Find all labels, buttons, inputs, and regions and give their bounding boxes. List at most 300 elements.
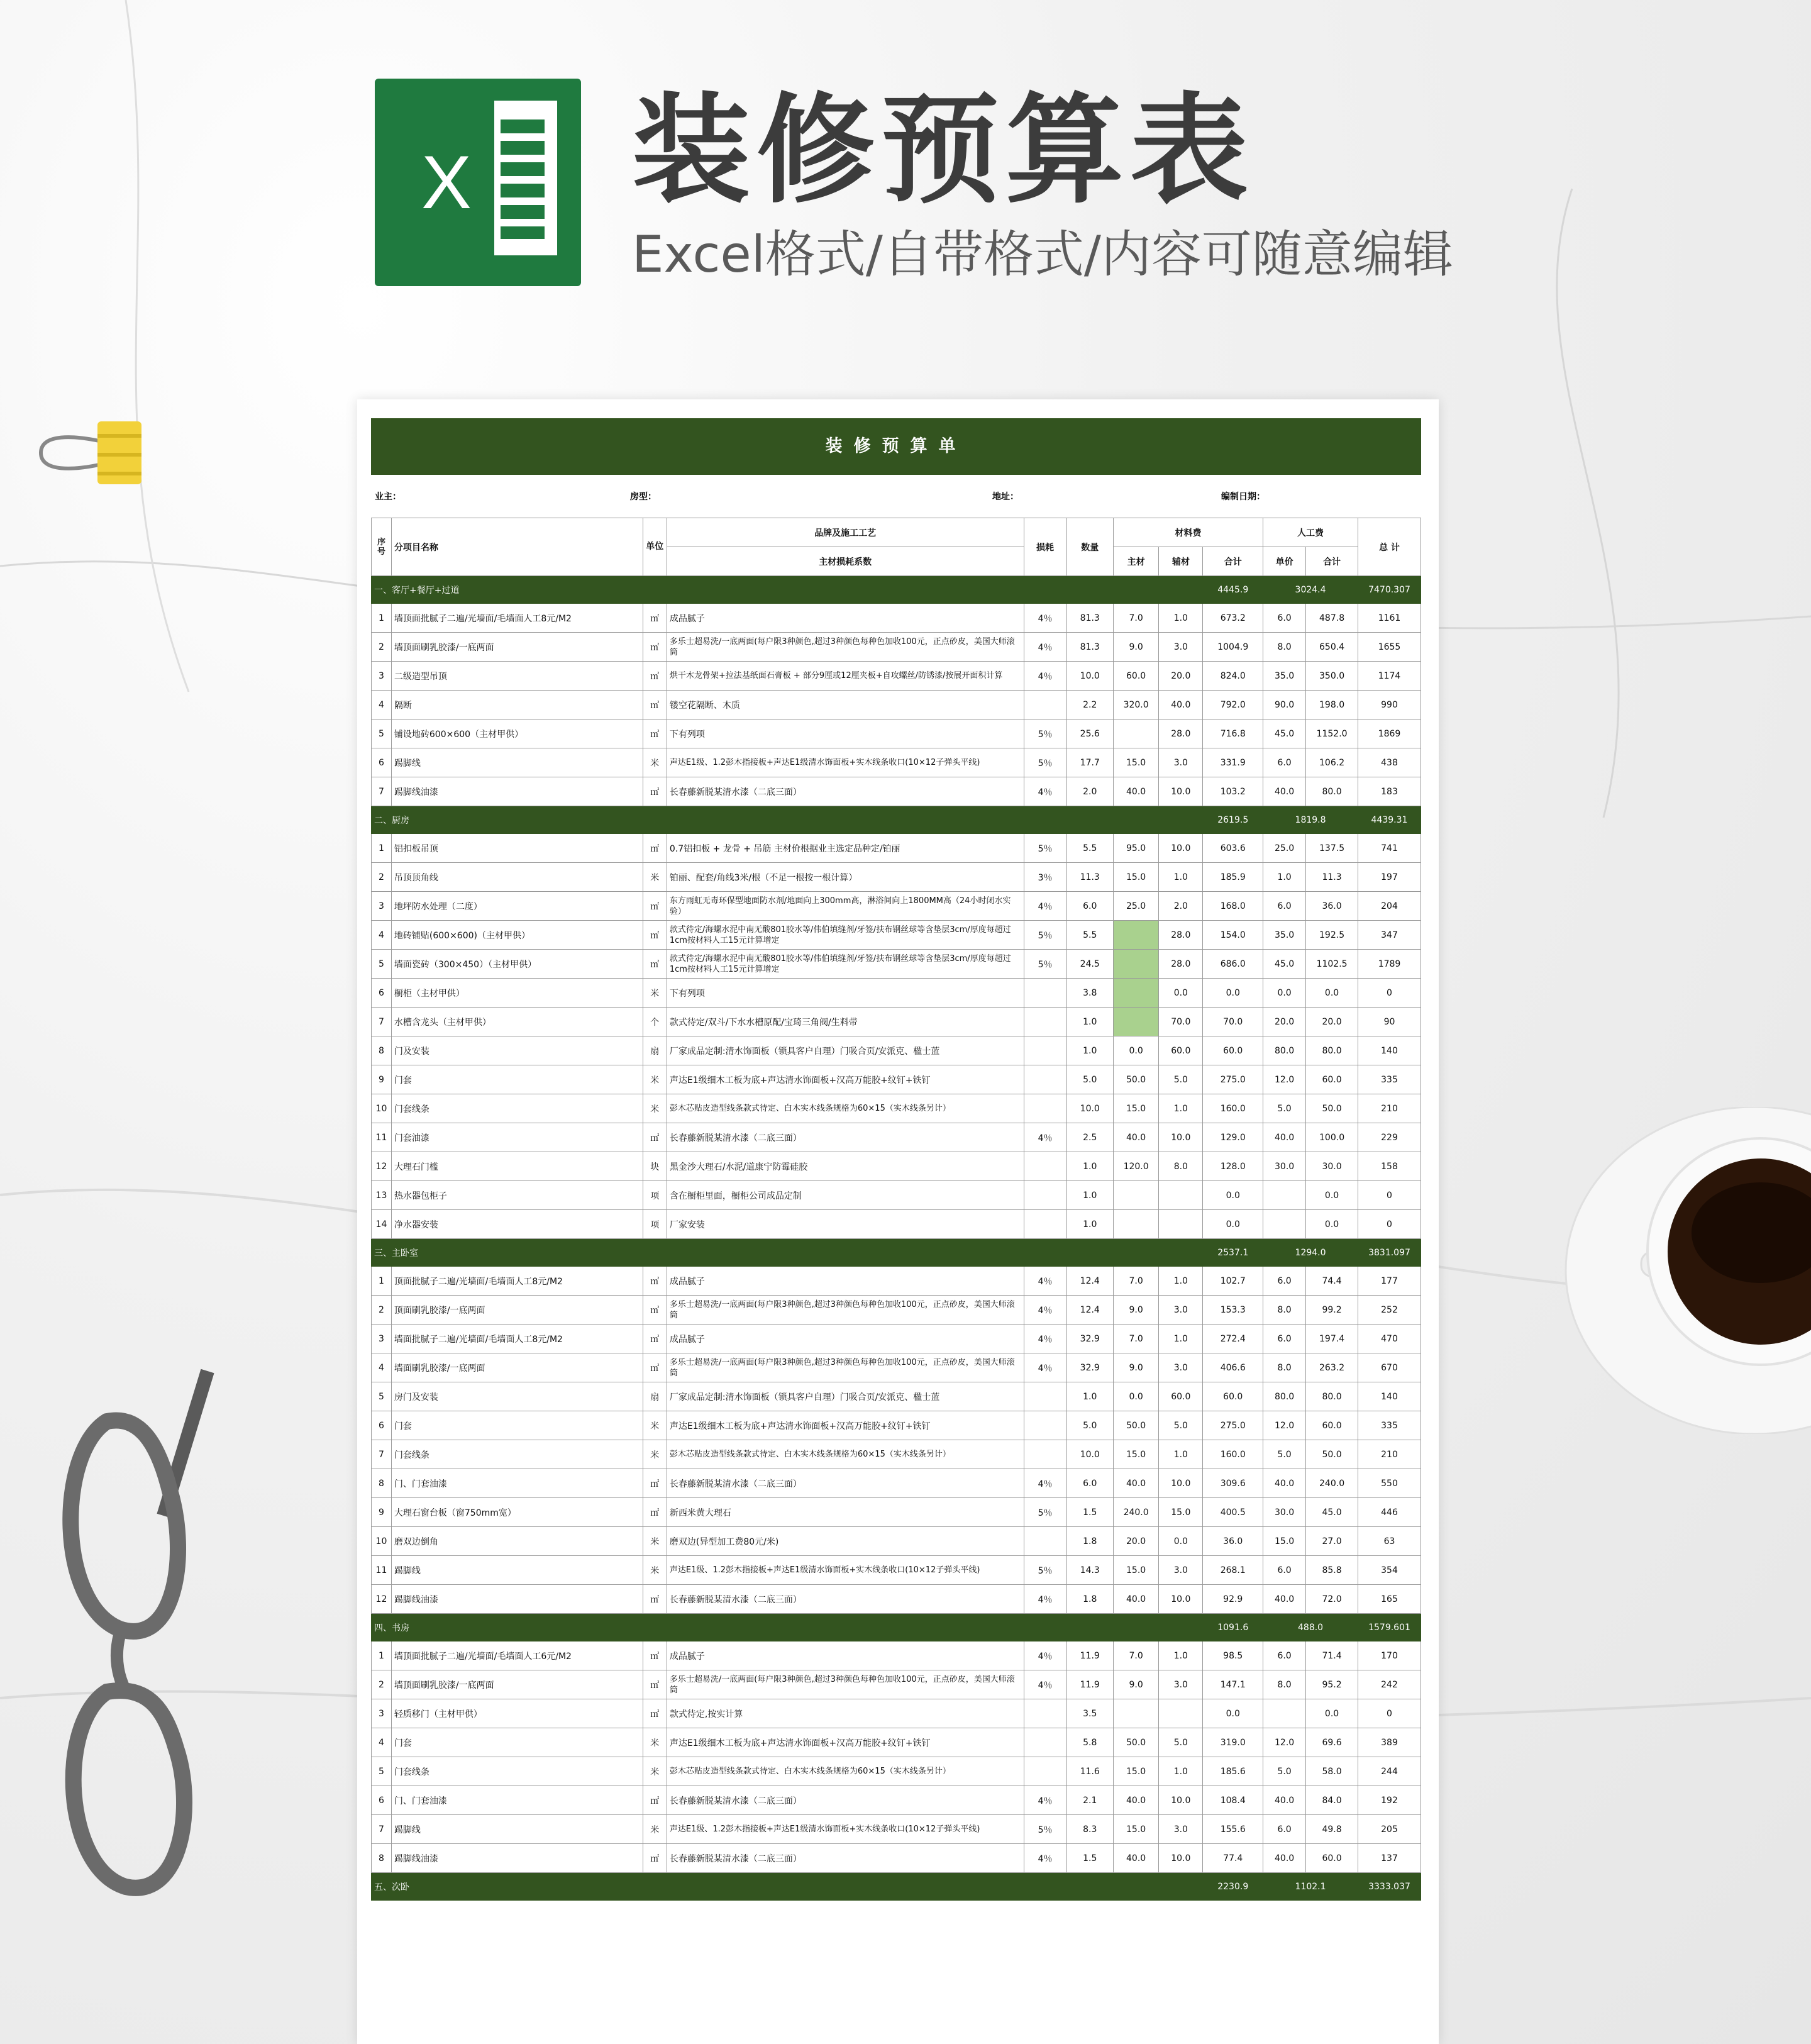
cell-labor-total[interactable]: 60.0 bbox=[1306, 1065, 1358, 1094]
cell-price[interactable]: 8.0 bbox=[1263, 1296, 1306, 1325]
cell-loss[interactable] bbox=[1024, 1152, 1066, 1181]
cell-unit[interactable]: ㎡ bbox=[643, 1641, 667, 1670]
cell-qty[interactable]: 6.0 bbox=[1066, 1469, 1113, 1498]
cell-main[interactable]: 0.0 bbox=[1113, 1382, 1158, 1411]
cell-qty[interactable]: 11.6 bbox=[1066, 1757, 1113, 1786]
cell-brand[interactable]: 多乐士超易洗/一底两面(每户限3种颜色,超过3种颜色每种色加收100元，正点砂皮，美国大师滚筒 bbox=[667, 1353, 1024, 1382]
cell-price[interactable] bbox=[1263, 1181, 1306, 1210]
cell-subtotal[interactable]: 0.0 bbox=[1203, 1181, 1263, 1210]
cell-aux[interactable]: 5.0 bbox=[1159, 1728, 1203, 1757]
cell-main[interactable] bbox=[1113, 950, 1158, 979]
cell-unit[interactable]: ㎡ bbox=[643, 633, 667, 662]
cell-brand[interactable]: 款式待定/双斗/下水水槽原配/宝琦三角阀/生料带 bbox=[667, 1008, 1024, 1036]
cell-total[interactable]: 252 bbox=[1358, 1296, 1421, 1325]
cell-total[interactable]: 90 bbox=[1358, 1008, 1421, 1036]
cell-price[interactable]: 5.0 bbox=[1263, 1440, 1306, 1469]
cell-aux[interactable]: 1.0 bbox=[1159, 1325, 1203, 1353]
cell-total[interactable]: 446 bbox=[1358, 1498, 1421, 1527]
cell-total[interactable]: 354 bbox=[1358, 1556, 1421, 1585]
cell-labor-total[interactable]: 197.4 bbox=[1306, 1325, 1358, 1353]
cell-aux[interactable]: 28.0 bbox=[1159, 719, 1203, 748]
cell-name[interactable]: 大理石窗台板（窗750mm宽） bbox=[391, 1498, 643, 1527]
cell-loss[interactable]: 4％ bbox=[1024, 1585, 1066, 1614]
cell-price[interactable]: 0.0 bbox=[1263, 979, 1306, 1008]
cell-main[interactable]: 95.0 bbox=[1113, 834, 1158, 863]
cell-name[interactable]: 二级造型吊顶 bbox=[391, 662, 643, 691]
cell-price[interactable]: 6.0 bbox=[1263, 1267, 1306, 1296]
cell-unit[interactable]: ㎡ bbox=[643, 662, 667, 691]
cell-qty[interactable]: 3.5 bbox=[1066, 1699, 1113, 1728]
cell-no[interactable]: 1 bbox=[372, 834, 392, 863]
cell-name[interactable]: 踢脚线油漆 bbox=[391, 777, 643, 806]
cell-subtotal[interactable]: 275.0 bbox=[1203, 1411, 1263, 1440]
cell-labor-total[interactable]: 80.0 bbox=[1306, 1382, 1358, 1411]
cell-no[interactable]: 6 bbox=[372, 1411, 392, 1440]
cell-no[interactable]: 3 bbox=[372, 1325, 392, 1353]
cell-unit[interactable]: ㎡ bbox=[643, 719, 667, 748]
cell-subtotal[interactable]: 154.0 bbox=[1203, 921, 1263, 950]
cell-name[interactable]: 门套 bbox=[391, 1065, 643, 1094]
cell-unit[interactable]: 米 bbox=[643, 1065, 667, 1094]
cell-aux[interactable]: 1.0 bbox=[1159, 863, 1203, 892]
cell-total[interactable]: 1161 bbox=[1358, 604, 1421, 633]
cell-total[interactable]: 158 bbox=[1358, 1152, 1421, 1181]
cell-labor-total[interactable]: 74.4 bbox=[1306, 1267, 1358, 1296]
cell-unit[interactable]: ㎡ bbox=[643, 834, 667, 863]
cell-brand[interactable]: 长春藤新脱某清水漆（二底三面） bbox=[667, 1123, 1024, 1152]
cell-brand[interactable]: 磨双边(异型加工费80元/米) bbox=[667, 1527, 1024, 1556]
cell-subtotal[interactable]: 103.2 bbox=[1203, 777, 1263, 806]
cell-unit[interactable]: ㎡ bbox=[643, 950, 667, 979]
cell-qty[interactable]: 10.0 bbox=[1066, 1440, 1113, 1469]
cell-qty[interactable]: 1.0 bbox=[1066, 1152, 1113, 1181]
cell-main[interactable]: 7.0 bbox=[1113, 604, 1158, 633]
cell-brand[interactable]: 厂家安装 bbox=[667, 1210, 1024, 1239]
cell-loss[interactable]: 5％ bbox=[1024, 1498, 1066, 1527]
cell-total[interactable]: 438 bbox=[1358, 748, 1421, 777]
cell-unit[interactable]: ㎡ bbox=[643, 1123, 667, 1152]
cell-main[interactable]: 9.0 bbox=[1113, 1296, 1158, 1325]
cell-aux[interactable]: 0.0 bbox=[1159, 979, 1203, 1008]
cell-unit[interactable]: ㎡ bbox=[643, 1325, 667, 1353]
cell-brand[interactable]: 东方雨虹无毒环保型地面防水剂/地面向上300mm高，淋浴间向上1800MM高（24小时闭水实验） bbox=[667, 892, 1024, 921]
cell-labor-total[interactable]: 50.0 bbox=[1306, 1094, 1358, 1123]
cell-labor-total[interactable]: 49.8 bbox=[1306, 1815, 1358, 1844]
cell-aux[interactable]: 5.0 bbox=[1159, 1411, 1203, 1440]
cell-main[interactable]: 40.0 bbox=[1113, 1123, 1158, 1152]
cell-unit[interactable]: ㎡ bbox=[643, 1353, 667, 1382]
cell-main[interactable]: 15.0 bbox=[1113, 1815, 1158, 1844]
cell-qty[interactable]: 1.0 bbox=[1066, 1382, 1113, 1411]
cell-brand[interactable]: 下有列项 bbox=[667, 719, 1024, 748]
cell-loss[interactable] bbox=[1024, 1440, 1066, 1469]
cell-brand[interactable]: 款式待定/海螺水泥中南无酸801胶水等/伟伯填缝剂/牙签/扶布钢丝球等含垫层3cm/厚度每超过1cm按材料人工15元计算增定 bbox=[667, 921, 1024, 950]
cell-qty[interactable]: 5.8 bbox=[1066, 1728, 1113, 1757]
cell-no[interactable]: 5 bbox=[372, 950, 392, 979]
cell-loss[interactable] bbox=[1024, 1094, 1066, 1123]
cell-unit[interactable]: 米 bbox=[643, 1728, 667, 1757]
cell-price[interactable]: 40.0 bbox=[1263, 1844, 1306, 1873]
cell-main[interactable]: 25.0 bbox=[1113, 892, 1158, 921]
cell-total[interactable]: 1869 bbox=[1358, 719, 1421, 748]
cell-unit[interactable]: 米 bbox=[643, 1440, 667, 1469]
cell-labor-total[interactable]: 95.2 bbox=[1306, 1670, 1358, 1699]
cell-no[interactable]: 2 bbox=[372, 633, 392, 662]
cell-subtotal[interactable]: 0.0 bbox=[1203, 979, 1263, 1008]
cell-price[interactable] bbox=[1263, 1210, 1306, 1239]
cell-total[interactable]: 335 bbox=[1358, 1065, 1421, 1094]
cell-labor-total[interactable]: 192.5 bbox=[1306, 921, 1358, 950]
cell-no[interactable]: 4 bbox=[372, 1728, 392, 1757]
cell-total[interactable]: 140 bbox=[1358, 1036, 1421, 1065]
cell-loss[interactable]: 5％ bbox=[1024, 1556, 1066, 1585]
cell-labor-total[interactable]: 137.5 bbox=[1306, 834, 1358, 863]
cell-price[interactable]: 12.0 bbox=[1263, 1065, 1306, 1094]
cell-loss[interactable]: 4％ bbox=[1024, 892, 1066, 921]
cell-no[interactable]: 13 bbox=[372, 1181, 392, 1210]
cell-labor-total[interactable]: 263.2 bbox=[1306, 1353, 1358, 1382]
cell-name[interactable]: 门套线条 bbox=[391, 1094, 643, 1123]
cell-loss[interactable]: 5％ bbox=[1024, 748, 1066, 777]
cell-subtotal[interactable]: 0.0 bbox=[1203, 1210, 1263, 1239]
cell-qty[interactable]: 3.8 bbox=[1066, 979, 1113, 1008]
cell-aux[interactable]: 3.0 bbox=[1159, 633, 1203, 662]
cell-price[interactable]: 45.0 bbox=[1263, 719, 1306, 748]
cell-price[interactable]: 40.0 bbox=[1263, 1585, 1306, 1614]
cell-aux[interactable]: 10.0 bbox=[1159, 1123, 1203, 1152]
cell-subtotal[interactable]: 272.4 bbox=[1203, 1325, 1263, 1353]
cell-subtotal[interactable]: 92.9 bbox=[1203, 1585, 1263, 1614]
cell-subtotal[interactable]: 185.6 bbox=[1203, 1757, 1263, 1786]
cell-qty[interactable]: 12.4 bbox=[1066, 1267, 1113, 1296]
cell-brand[interactable]: 长春藤新脱某清水漆（二底三面） bbox=[667, 1786, 1024, 1815]
cell-qty[interactable]: 2.1 bbox=[1066, 1786, 1113, 1815]
cell-loss[interactable] bbox=[1024, 1411, 1066, 1440]
cell-brand[interactable]: 声达E1级细木工板为底+声达清水饰面板+汉高万能胶+纹钉+铁钉 bbox=[667, 1728, 1024, 1757]
cell-subtotal[interactable]: 400.5 bbox=[1203, 1498, 1263, 1527]
cell-loss[interactable]: 4％ bbox=[1024, 777, 1066, 806]
cell-price[interactable]: 1.0 bbox=[1263, 863, 1306, 892]
cell-subtotal[interactable]: 673.2 bbox=[1203, 604, 1263, 633]
cell-subtotal[interactable]: 160.0 bbox=[1203, 1440, 1263, 1469]
cell-total[interactable]: 210 bbox=[1358, 1440, 1421, 1469]
cell-no[interactable]: 4 bbox=[372, 691, 392, 719]
cell-subtotal[interactable]: 77.4 bbox=[1203, 1844, 1263, 1873]
cell-subtotal[interactable]: 60.0 bbox=[1203, 1382, 1263, 1411]
cell-price[interactable]: 8.0 bbox=[1263, 633, 1306, 662]
cell-qty[interactable]: 25.6 bbox=[1066, 719, 1113, 748]
cell-labor-total[interactable]: 84.0 bbox=[1306, 1786, 1358, 1815]
cell-main[interactable]: 50.0 bbox=[1113, 1411, 1158, 1440]
cell-main[interactable]: 9.0 bbox=[1113, 633, 1158, 662]
cell-aux[interactable]: 28.0 bbox=[1159, 950, 1203, 979]
cell-labor-total[interactable]: 80.0 bbox=[1306, 777, 1358, 806]
cell-qty[interactable]: 1.0 bbox=[1066, 1210, 1113, 1239]
cell-name[interactable]: 门、门套油漆 bbox=[391, 1786, 643, 1815]
cell-labor-total[interactable]: 50.0 bbox=[1306, 1440, 1358, 1469]
cell-subtotal[interactable]: 716.8 bbox=[1203, 719, 1263, 748]
cell-name[interactable]: 地坪防水处理（二度） bbox=[391, 892, 643, 921]
cell-name[interactable]: 顶面批腻子二遍/光墙面/毛墙面人工8元/M2 bbox=[391, 1267, 643, 1296]
cell-brand[interactable]: 新西米黄大理石 bbox=[667, 1498, 1024, 1527]
cell-main[interactable]: 40.0 bbox=[1113, 1786, 1158, 1815]
cell-loss[interactable]: 5％ bbox=[1024, 950, 1066, 979]
cell-name[interactable]: 踢脚线 bbox=[391, 1815, 643, 1844]
cell-labor-total[interactable]: 240.0 bbox=[1306, 1469, 1358, 1498]
cell-loss[interactable] bbox=[1024, 1181, 1066, 1210]
cell-total[interactable]: 140 bbox=[1358, 1382, 1421, 1411]
cell-aux[interactable]: 1.0 bbox=[1159, 1094, 1203, 1123]
cell-qty[interactable]: 32.9 bbox=[1066, 1325, 1113, 1353]
cell-name[interactable]: 地砖铺贴(600×600)（主材甲供） bbox=[391, 921, 643, 950]
cell-qty[interactable]: 10.0 bbox=[1066, 662, 1113, 691]
cell-labor-total[interactable]: 1102.5 bbox=[1306, 950, 1358, 979]
cell-labor-total[interactable]: 99.2 bbox=[1306, 1296, 1358, 1325]
cell-unit[interactable]: 块 bbox=[643, 1152, 667, 1181]
cell-main[interactable]: 15.0 bbox=[1113, 1757, 1158, 1786]
cell-qty[interactable]: 1.8 bbox=[1066, 1527, 1113, 1556]
cell-qty[interactable]: 10.0 bbox=[1066, 1094, 1113, 1123]
cell-labor-total[interactable]: 85.8 bbox=[1306, 1556, 1358, 1585]
cell-unit[interactable]: ㎡ bbox=[643, 604, 667, 633]
cell-brand[interactable]: 声达E1级、1.2彭木指接板+声达E1级清水饰面板+实木线条收口(10×12子弹头平线) bbox=[667, 748, 1024, 777]
cell-name[interactable]: 踢脚线油漆 bbox=[391, 1585, 643, 1614]
cell-aux[interactable]: 0.0 bbox=[1159, 1527, 1203, 1556]
cell-unit[interactable]: ㎡ bbox=[643, 921, 667, 950]
cell-brand[interactable]: 彭木芯贴皮造型线条款式待定、白木实木线条规格为60×15（实木线条另计） bbox=[667, 1094, 1024, 1123]
cell-subtotal[interactable]: 129.0 bbox=[1203, 1123, 1263, 1152]
cell-price[interactable]: 40.0 bbox=[1263, 1786, 1306, 1815]
cell-brand[interactable]: 黑金沙大理石/水泥/道康宁防霉硅胶 bbox=[667, 1152, 1024, 1181]
cell-brand[interactable]: 厂家成品定制:清水饰面板（锁具客户自理）门吸合页/安派克、楹士蓝 bbox=[667, 1036, 1024, 1065]
cell-subtotal[interactable]: 824.0 bbox=[1203, 662, 1263, 691]
cell-name[interactable]: 门套油漆 bbox=[391, 1123, 643, 1152]
cell-qty[interactable]: 2.2 bbox=[1066, 691, 1113, 719]
cell-loss[interactable]: 4％ bbox=[1024, 1325, 1066, 1353]
cell-price[interactable]: 45.0 bbox=[1263, 950, 1306, 979]
cell-brand[interactable]: 声达E1级、1.2彭木指接板+声达E1级清水饰面板+实木线条收口(10×12子弹头平线) bbox=[667, 1815, 1024, 1844]
cell-no[interactable]: 6 bbox=[372, 979, 392, 1008]
cell-aux[interactable]: 1.0 bbox=[1159, 1267, 1203, 1296]
cell-loss[interactable] bbox=[1024, 1728, 1066, 1757]
cell-unit[interactable]: 米 bbox=[643, 1527, 667, 1556]
cell-total[interactable]: 229 bbox=[1358, 1123, 1421, 1152]
cell-aux[interactable]: 8.0 bbox=[1159, 1152, 1203, 1181]
cell-main[interactable]: 40.0 bbox=[1113, 777, 1158, 806]
cell-main[interactable] bbox=[1113, 1008, 1158, 1036]
cell-loss[interactable] bbox=[1024, 1008, 1066, 1036]
cell-name[interactable]: 水槽含龙头（主材甲供） bbox=[391, 1008, 643, 1036]
cell-no[interactable]: 3 bbox=[372, 1699, 392, 1728]
cell-subtotal[interactable]: 319.0 bbox=[1203, 1728, 1263, 1757]
cell-loss[interactable] bbox=[1024, 1210, 1066, 1239]
cell-labor-total[interactable]: 69.6 bbox=[1306, 1728, 1358, 1757]
cell-labor-total[interactable]: 1152.0 bbox=[1306, 719, 1358, 748]
cell-name[interactable]: 墙面瓷砖（300×450）（主材甲供） bbox=[391, 950, 643, 979]
cell-subtotal[interactable]: 147.1 bbox=[1203, 1670, 1263, 1699]
cell-main[interactable]: 320.0 bbox=[1113, 691, 1158, 719]
cell-total[interactable]: 470 bbox=[1358, 1325, 1421, 1353]
cell-qty[interactable]: 5.0 bbox=[1066, 1411, 1113, 1440]
cell-aux[interactable]: 15.0 bbox=[1159, 1498, 1203, 1527]
cell-price[interactable]: 90.0 bbox=[1263, 691, 1306, 719]
cell-price[interactable]: 15.0 bbox=[1263, 1527, 1306, 1556]
cell-subtotal[interactable]: 1004.9 bbox=[1203, 633, 1263, 662]
cell-name[interactable]: 门套 bbox=[391, 1411, 643, 1440]
cell-name[interactable]: 净水器安装 bbox=[391, 1210, 643, 1239]
cell-total[interactable]: 242 bbox=[1358, 1670, 1421, 1699]
cell-loss[interactable]: 4％ bbox=[1024, 662, 1066, 691]
cell-qty[interactable]: 2.5 bbox=[1066, 1123, 1113, 1152]
cell-no[interactable]: 6 bbox=[372, 1786, 392, 1815]
cell-name[interactable]: 门套 bbox=[391, 1728, 643, 1757]
cell-unit[interactable]: 米 bbox=[643, 1757, 667, 1786]
cell-name[interactable]: 踢脚线油漆 bbox=[391, 1844, 643, 1873]
cell-name[interactable]: 门、门套油漆 bbox=[391, 1469, 643, 1498]
cell-total[interactable]: 205 bbox=[1358, 1815, 1421, 1844]
cell-unit[interactable]: 米 bbox=[643, 1556, 667, 1585]
cell-name[interactable]: 铝扣板吊顶 bbox=[391, 834, 643, 863]
cell-unit[interactable]: 扇 bbox=[643, 1382, 667, 1411]
cell-main[interactable]: 9.0 bbox=[1113, 1670, 1158, 1699]
cell-labor-total[interactable]: 60.0 bbox=[1306, 1411, 1358, 1440]
cell-main[interactable]: 15.0 bbox=[1113, 863, 1158, 892]
cell-loss[interactable]: 4％ bbox=[1024, 1296, 1066, 1325]
cell-name[interactable]: 隔断 bbox=[391, 691, 643, 719]
cell-brand[interactable]: 声达E1级细木工板为底+声达清水饰面板+汉高万能胶+纹钉+铁钉 bbox=[667, 1065, 1024, 1094]
cell-unit[interactable]: ㎡ bbox=[643, 1296, 667, 1325]
cell-qty[interactable]: 14.3 bbox=[1066, 1556, 1113, 1585]
cell-loss[interactable] bbox=[1024, 691, 1066, 719]
cell-loss[interactable]: 4％ bbox=[1024, 1469, 1066, 1498]
cell-aux[interactable]: 60.0 bbox=[1159, 1382, 1203, 1411]
cell-brand[interactable]: 铂丽、配套/角线3米/根（不足一根按一根计算） bbox=[667, 863, 1024, 892]
cell-loss[interactable]: 4％ bbox=[1024, 1267, 1066, 1296]
cell-name[interactable]: 踢脚线 bbox=[391, 1556, 643, 1585]
cell-aux[interactable]: 3.0 bbox=[1159, 1815, 1203, 1844]
cell-qty[interactable]: 1.5 bbox=[1066, 1844, 1113, 1873]
cell-unit[interactable]: ㎡ bbox=[643, 1786, 667, 1815]
cell-main[interactable] bbox=[1113, 921, 1158, 950]
cell-price[interactable]: 12.0 bbox=[1263, 1728, 1306, 1757]
cell-main[interactable]: 40.0 bbox=[1113, 1844, 1158, 1873]
cell-loss[interactable]: 4％ bbox=[1024, 1641, 1066, 1670]
cell-total[interactable]: 550 bbox=[1358, 1469, 1421, 1498]
cell-unit[interactable]: 米 bbox=[643, 979, 667, 1008]
cell-no[interactable]: 7 bbox=[372, 1440, 392, 1469]
cell-brand[interactable]: 含在橱柜里面，橱柜公司成品定制 bbox=[667, 1181, 1024, 1210]
cell-unit[interactable]: ㎡ bbox=[643, 1267, 667, 1296]
cell-no[interactable]: 2 bbox=[372, 1670, 392, 1699]
cell-name[interactable]: 墙顶面批腻子二遍/光墙面/毛墙面人工8元/M2 bbox=[391, 604, 643, 633]
cell-brand[interactable]: 声达E1级细木工板为底+声达清水饰面板+汉高万能胶+纹钉+铁钉 bbox=[667, 1411, 1024, 1440]
cell-unit[interactable]: 项 bbox=[643, 1210, 667, 1239]
cell-no[interactable]: 1 bbox=[372, 1641, 392, 1670]
cell-subtotal[interactable]: 792.0 bbox=[1203, 691, 1263, 719]
cell-qty[interactable]: 81.3 bbox=[1066, 604, 1113, 633]
cell-subtotal[interactable]: 108.4 bbox=[1203, 1786, 1263, 1815]
cell-price[interactable]: 80.0 bbox=[1263, 1036, 1306, 1065]
cell-main[interactable]: 40.0 bbox=[1113, 1585, 1158, 1614]
cell-qty[interactable]: 8.3 bbox=[1066, 1815, 1113, 1844]
cell-brand[interactable]: 彭木芯贴皮造型线条款式待定、白木实木线条规格为60×15（实木线条另计） bbox=[667, 1757, 1024, 1786]
cell-total[interactable]: 990 bbox=[1358, 691, 1421, 719]
cell-subtotal[interactable]: 406.6 bbox=[1203, 1353, 1263, 1382]
cell-price[interactable]: 40.0 bbox=[1263, 777, 1306, 806]
cell-labor-total[interactable]: 106.2 bbox=[1306, 748, 1358, 777]
cell-subtotal[interactable]: 70.0 bbox=[1203, 1008, 1263, 1036]
cell-price[interactable]: 6.0 bbox=[1263, 748, 1306, 777]
cell-loss[interactable] bbox=[1024, 1699, 1066, 1728]
cell-name[interactable]: 大理石门槛 bbox=[391, 1152, 643, 1181]
cell-no[interactable]: 7 bbox=[372, 1008, 392, 1036]
cell-labor-total[interactable]: 58.0 bbox=[1306, 1757, 1358, 1786]
cell-price[interactable]: 5.0 bbox=[1263, 1094, 1306, 1123]
cell-no[interactable]: 10 bbox=[372, 1094, 392, 1123]
cell-brand[interactable]: 成品腻子 bbox=[667, 604, 1024, 633]
cell-subtotal[interactable]: 275.0 bbox=[1203, 1065, 1263, 1094]
cell-price[interactable]: 12.0 bbox=[1263, 1411, 1306, 1440]
cell-main[interactable]: 50.0 bbox=[1113, 1065, 1158, 1094]
cell-labor-total[interactable]: 36.0 bbox=[1306, 892, 1358, 921]
cell-name[interactable]: 踢脚线 bbox=[391, 748, 643, 777]
cell-labor-total[interactable]: 100.0 bbox=[1306, 1123, 1358, 1152]
cell-main[interactable]: 7.0 bbox=[1113, 1267, 1158, 1296]
cell-brand[interactable]: 彭木芯贴皮造型线条款式待定、白木实木线条规格为60×15（实木线条另计） bbox=[667, 1440, 1024, 1469]
cell-brand[interactable]: 款式待定,按实计算 bbox=[667, 1699, 1024, 1728]
cell-loss[interactable] bbox=[1024, 1527, 1066, 1556]
cell-labor-total[interactable]: 30.0 bbox=[1306, 1152, 1358, 1181]
cell-total[interactable]: 0 bbox=[1358, 1699, 1421, 1728]
cell-price[interactable]: 35.0 bbox=[1263, 662, 1306, 691]
cell-loss[interactable] bbox=[1024, 979, 1066, 1008]
cell-loss[interactable]: 5％ bbox=[1024, 1815, 1066, 1844]
cell-aux[interactable]: 10.0 bbox=[1159, 777, 1203, 806]
cell-price[interactable]: 6.0 bbox=[1263, 1325, 1306, 1353]
cell-labor-total[interactable]: 0.0 bbox=[1306, 1181, 1358, 1210]
cell-price[interactable]: 8.0 bbox=[1263, 1670, 1306, 1699]
cell-no[interactable]: 12 bbox=[372, 1585, 392, 1614]
cell-brand[interactable]: 多乐士超易洗/一底两面(每户限3种颜色,超过3种颜色每种色加收100元，正点砂皮，美国大师滚筒 bbox=[667, 1296, 1024, 1325]
cell-total[interactable]: 63 bbox=[1358, 1527, 1421, 1556]
cell-no[interactable]: 1 bbox=[372, 604, 392, 633]
cell-brand[interactable]: 长春藤新脱某清水漆（二底三面） bbox=[667, 1469, 1024, 1498]
cell-total[interactable]: 204 bbox=[1358, 892, 1421, 921]
cell-subtotal[interactable]: 686.0 bbox=[1203, 950, 1263, 979]
cell-labor-total[interactable]: 650.4 bbox=[1306, 633, 1358, 662]
cell-name[interactable]: 门套线条 bbox=[391, 1440, 643, 1469]
cell-aux[interactable]: 70.0 bbox=[1159, 1008, 1203, 1036]
cell-aux[interactable]: 3.0 bbox=[1159, 1670, 1203, 1699]
cell-loss[interactable]: 5％ bbox=[1024, 834, 1066, 863]
cell-subtotal[interactable]: 168.0 bbox=[1203, 892, 1263, 921]
cell-total[interactable]: 1789 bbox=[1358, 950, 1421, 979]
cell-no[interactable]: 3 bbox=[372, 662, 392, 691]
cell-labor-total[interactable]: 80.0 bbox=[1306, 1036, 1358, 1065]
cell-loss[interactable] bbox=[1024, 1382, 1066, 1411]
cell-qty[interactable]: 5.5 bbox=[1066, 921, 1113, 950]
cell-loss[interactable]: 4％ bbox=[1024, 1123, 1066, 1152]
cell-qty[interactable]: 6.0 bbox=[1066, 892, 1113, 921]
cell-loss[interactable]: 4％ bbox=[1024, 1786, 1066, 1815]
cell-name[interactable]: 吊顶顶角线 bbox=[391, 863, 643, 892]
cell-loss[interactable] bbox=[1024, 1065, 1066, 1094]
cell-price[interactable]: 80.0 bbox=[1263, 1382, 1306, 1411]
cell-no[interactable]: 8 bbox=[372, 1036, 392, 1065]
cell-total[interactable]: 1174 bbox=[1358, 662, 1421, 691]
cell-no[interactable]: 5 bbox=[372, 1382, 392, 1411]
cell-labor-total[interactable]: 198.0 bbox=[1306, 691, 1358, 719]
